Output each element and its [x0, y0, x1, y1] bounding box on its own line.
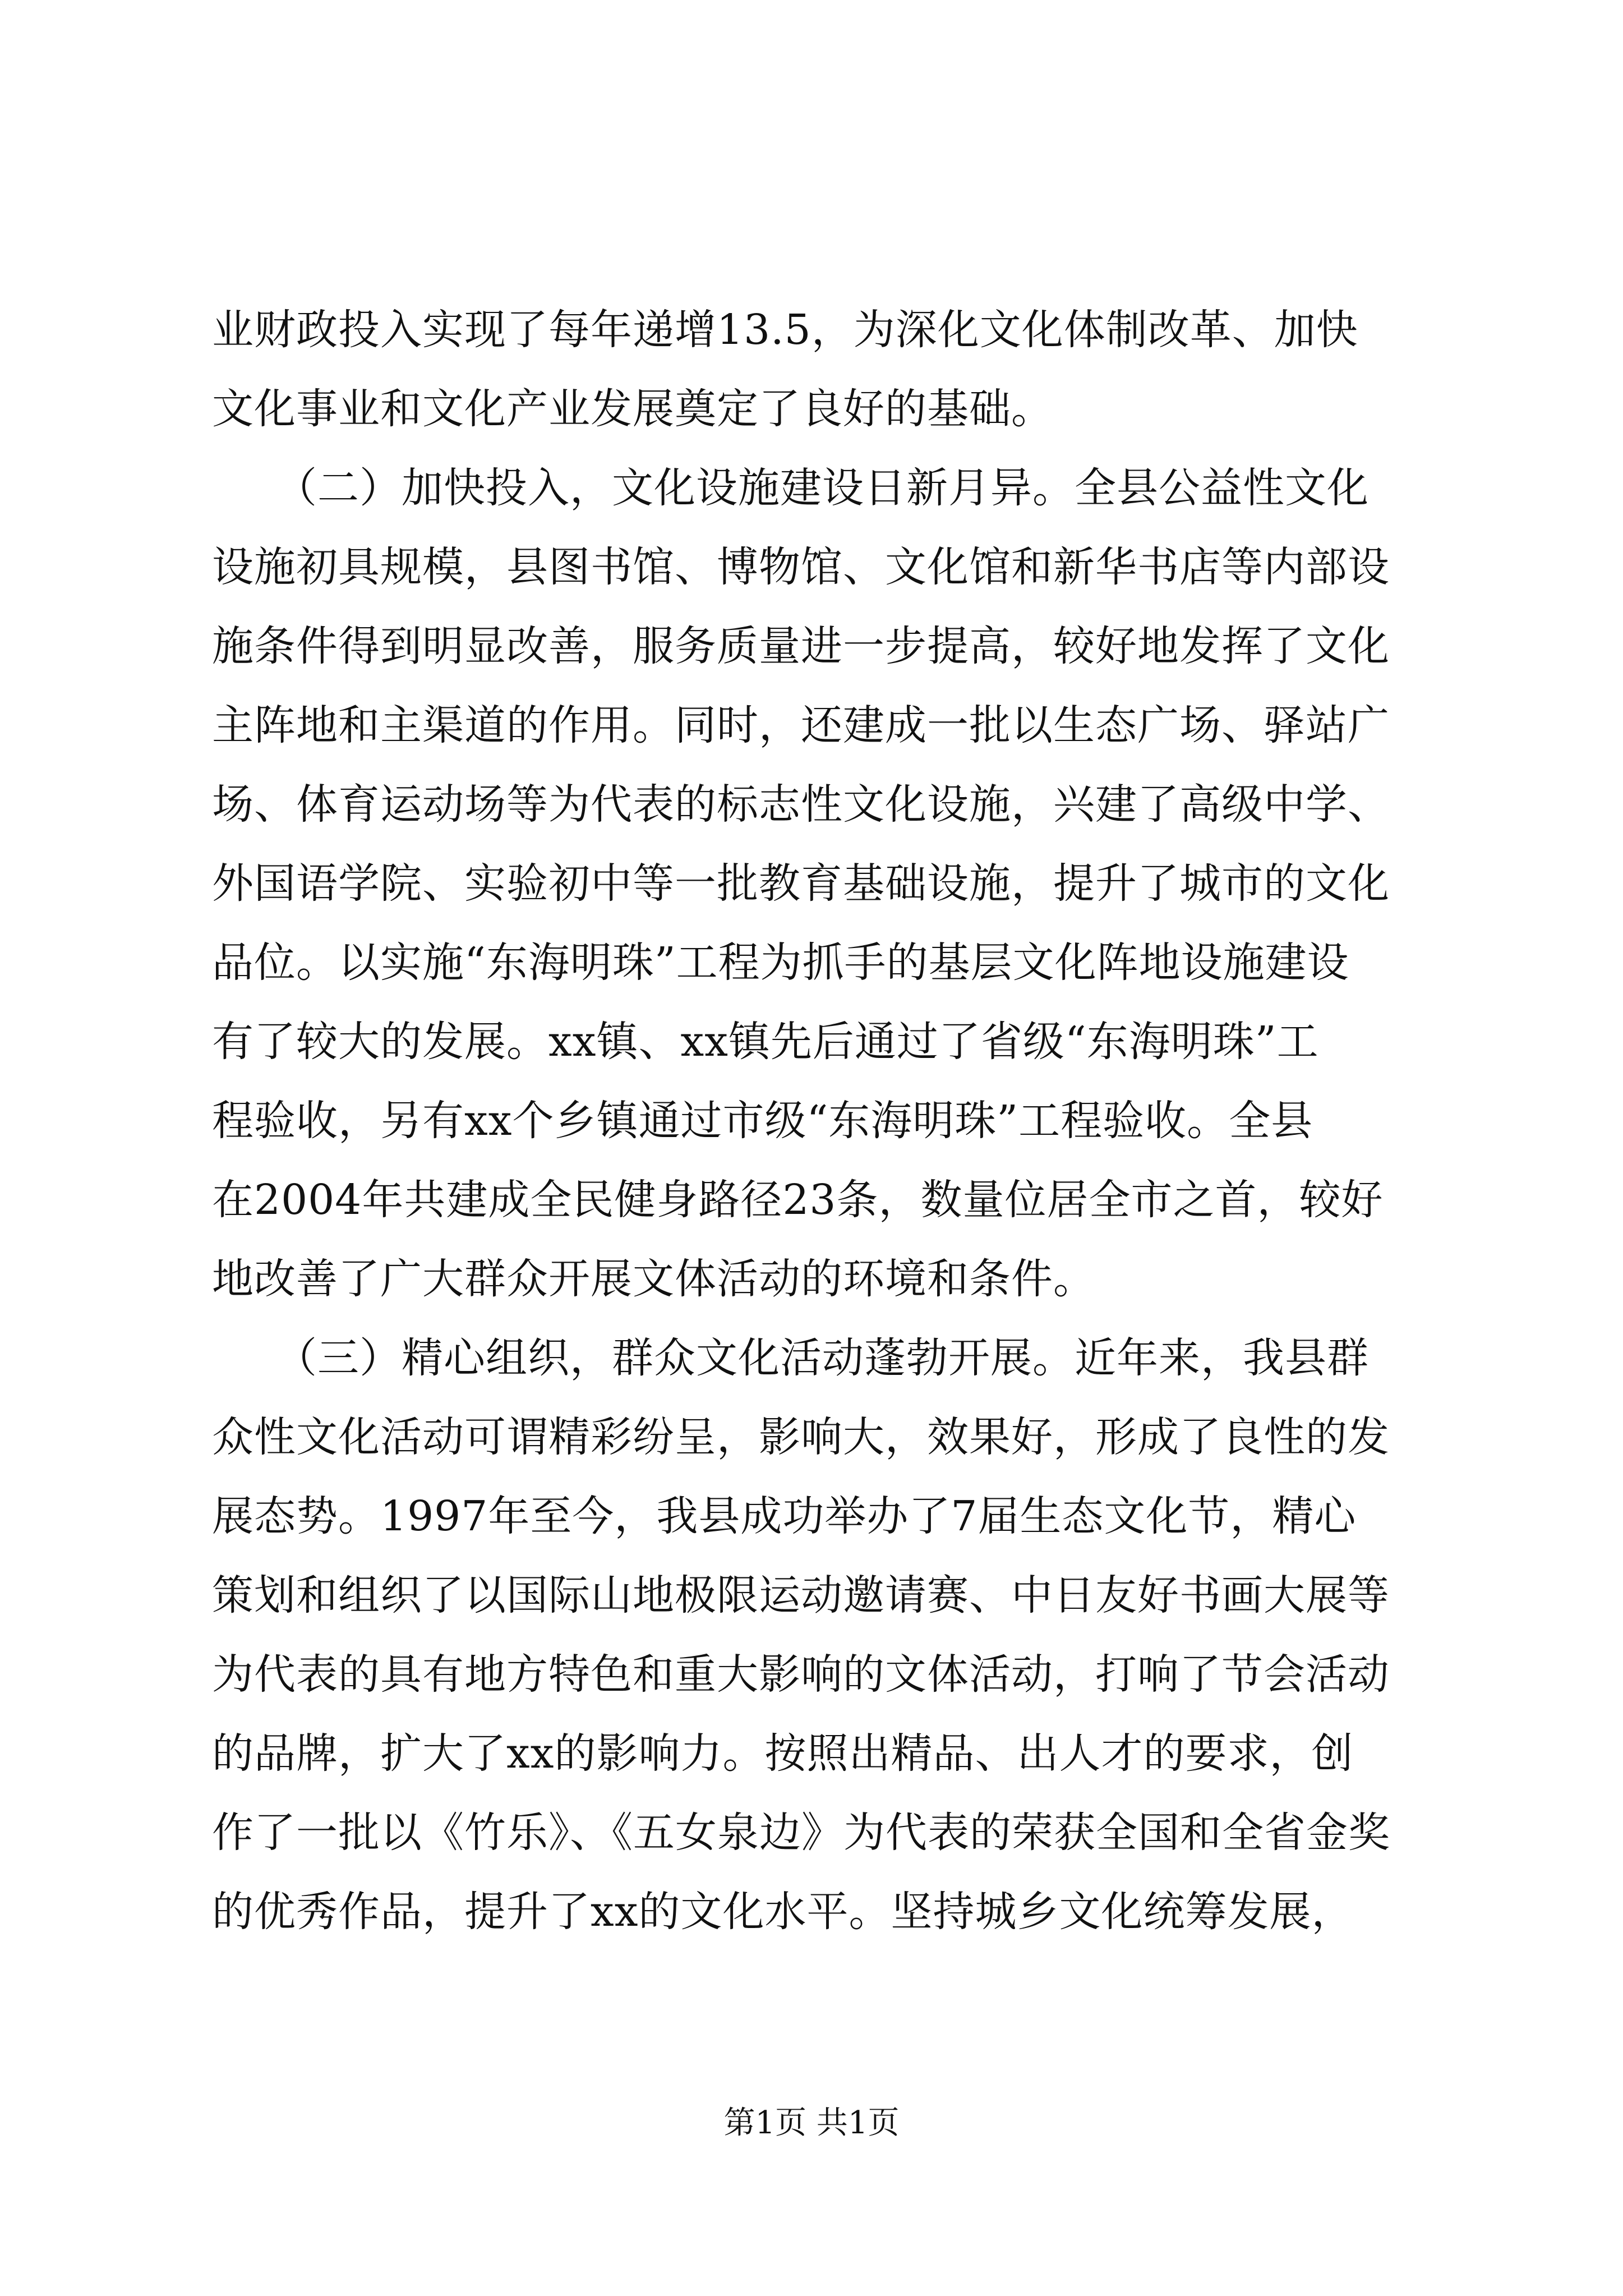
text-line: 地改善了广大群众开展文体活动的环境和条件。	[212, 1255, 1095, 1303]
text-line: 作了一批以《竹乐》、《五女泉边》为代表的荣获全国和全省金奖	[212, 1809, 1390, 1857]
text-line: 有了较大的发展。xx镇、xx镇先后通过了省级“东海明珠”工	[212, 1018, 1319, 1066]
body-text	[212, 291, 1423, 1952]
text-line: 场、体育运动场等为代表的标志性文化设施，兴建了高级中学、	[212, 780, 1390, 829]
text-line: 在2004年共建成全民健身路径23条，数量位居全市之首，较好	[212, 1176, 1384, 1224]
text-line: 外国语学院、实验初中等一批教育基础设施，提升了城市的文化	[212, 859, 1390, 908]
paragraph-heading-line: （三）精心组织，群众文化活动蓬勃开展。近年来，我县群	[212, 1334, 1369, 1382]
text-line: 业财政投入实现了每年递增13.5，为深化文化体制改革、加快	[212, 306, 1358, 354]
text-line: 程验收，另有xx个乡镇通过市级“东海明珠”工程验收。全县	[212, 1097, 1313, 1145]
text-line: 的优秀作品，提升了xx的文化水平。坚持城乡文化统筹发展，	[212, 1888, 1354, 1936]
text-line: 主阵地和主渠道的作用。同时，还建成一批以生态广场、驿站广	[212, 701, 1390, 749]
text-line: 文化事业和文化产业发展奠定了良好的基础。	[212, 385, 1053, 433]
text-line: 设施初具规模，县图书馆、博物馆、文化馆和新华书店等内部设	[212, 543, 1390, 591]
paragraph-heading-line: （二）加快投入，文化设施建设日新月异。全县公益性文化	[212, 464, 1369, 512]
text-line: 为代表的具有地方特色和重大影响的文体活动，打响了节会活动	[212, 1650, 1390, 1699]
text-line: 施条件得到明显改善，服务质量进一步提高，较好地发挥了文化	[212, 622, 1390, 670]
page-footer: 第1页 共1页	[723, 2105, 900, 2141]
text-line: 众性文化活动可谓精彩纷呈，影响大，效果好，形成了良性的发	[212, 1413, 1390, 1461]
text-line: 品位。以实施“东海明珠”工程为抓手的基层文化阵地设施建设	[212, 938, 1349, 987]
text-line: 的品牌，扩大了xx的影响力。按照出精品、出人才的要求，创	[212, 1729, 1354, 1778]
text-line: 展态势。1997年至今，我县成功举办了7届生态文化节，精心	[212, 1492, 1357, 1540]
text-line: 策划和组织了以国际山地极限运动邀请赛、中日友好书画大展等	[212, 1571, 1390, 1619]
